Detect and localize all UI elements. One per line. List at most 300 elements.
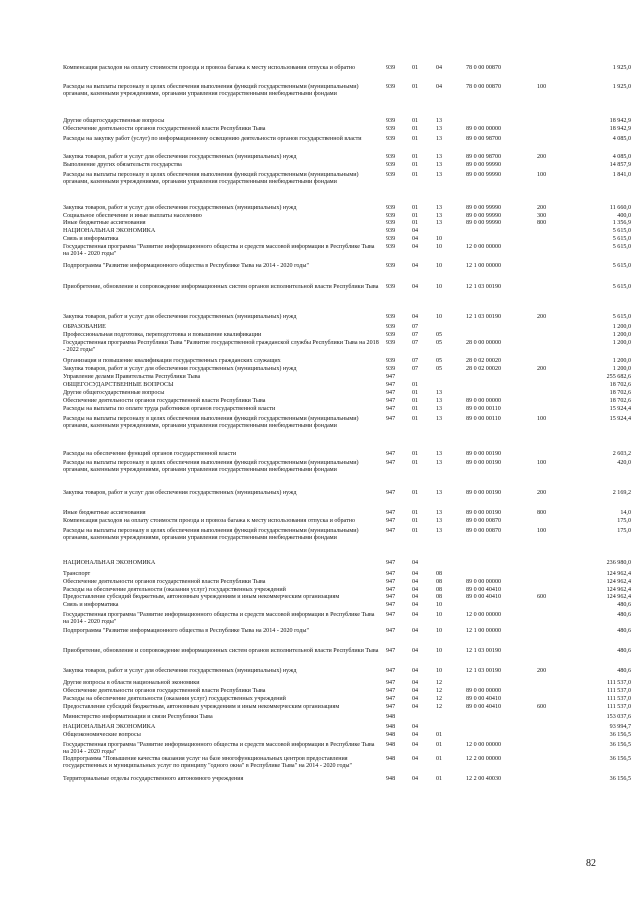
row-amount: 175,0: [617, 528, 631, 534]
row-ved-code: 947: [386, 490, 396, 496]
row-target-article: 89 0 00 40410: [466, 696, 502, 702]
row-section-code: 01: [412, 416, 419, 422]
row-target-article: 89 0 00 99990: [466, 172, 502, 178]
row-name: Другие общегосударственные вопросы: [63, 118, 165, 124]
row-name: Подпрограмма "Развитие информационного общества в Республике Тыва на 2014 - 2020 годы": [63, 263, 309, 269]
row-section-code: 07: [412, 340, 419, 346]
row-target-article: 89 0 00 00110: [466, 406, 501, 412]
row-name: Приобретение, обновление и сопровождение информационных систем органов исполнительной власти Республики Тыва: [63, 284, 379, 290]
row-expense-type: 200: [537, 366, 547, 372]
row-ved-code: 947: [386, 571, 396, 577]
row-amount: 1 356,9: [612, 220, 631, 226]
row-target-article: 89 0 00 00110: [466, 416, 501, 422]
row-target-article: 12 2 00 40030: [466, 776, 502, 782]
row-amount: 5 615,0: [612, 244, 631, 250]
row-ved-code: 939: [386, 340, 396, 346]
row-section-code: 01: [412, 390, 419, 396]
row-subsection-code: 05: [436, 366, 443, 372]
row-amount: 36 156,5: [609, 742, 631, 748]
row-subsection-code: 13: [436, 118, 443, 124]
row-amount: 18 702,6: [609, 398, 631, 404]
row-amount: 1 200,0: [612, 324, 631, 330]
row-subsection-code: 13: [436, 490, 443, 496]
row-section-code: 01: [412, 205, 419, 211]
row-target-article: 89 0 00 00000: [466, 579, 502, 585]
row-target-article: 12 2 00 00000: [466, 756, 502, 762]
row-target-article: 12 0 00 00000: [466, 742, 502, 748]
row-subsection-code: 12: [436, 704, 443, 710]
row-subsection-code: 10: [436, 263, 443, 269]
row-ved-code: 947: [386, 648, 396, 654]
row-subsection-code: 13: [436, 220, 443, 226]
row-ved-code: 947: [386, 668, 396, 674]
row-ved-code: 947: [386, 594, 396, 600]
row-ved-code: 947: [386, 688, 396, 694]
row-subsection-code: 13: [436, 172, 443, 178]
row-subsection-code: 13: [436, 510, 443, 516]
row-amount: 480,6: [617, 628, 631, 634]
row-target-article: 28 0 02 00020: [466, 366, 502, 372]
row-target-article: 89 0 00 00870: [466, 528, 502, 534]
row-name: Обеспечение деятельности органов государственной власти Республики Тыва: [63, 579, 266, 585]
row-ved-code: 939: [386, 314, 396, 320]
row-section-code: 01: [412, 451, 419, 457]
row-subsection-code: 13: [436, 154, 443, 160]
row-target-article: 78 0 00 00870: [466, 65, 502, 71]
row-target-article: 89 0 00 40410: [466, 594, 502, 600]
row-section-code: 04: [412, 680, 419, 686]
row-subsection-code: 04: [436, 65, 443, 71]
row-amount: 111 537,0: [607, 704, 631, 710]
row-target-article: 89 0 00 00870: [466, 518, 502, 524]
row-name: ОБЩЕГОСУДАРСТВЕННЫЕ ВОПРОСЫ: [63, 382, 174, 388]
row-name: Профессиональная подготовка, переподготовка и повышение квалификации: [63, 332, 262, 338]
row-amount: 111 537,0: [607, 680, 631, 686]
row-amount: 400,0: [617, 213, 631, 219]
row-expense-type: 100: [537, 416, 547, 422]
row-section-code: 04: [412, 587, 419, 593]
row-section-code: 04: [412, 696, 419, 702]
row-section-code: 04: [412, 776, 419, 782]
row-target-article: 89 0 00 00190: [466, 451, 502, 457]
page-number: 82: [586, 858, 596, 869]
row-amount: 14,0: [620, 510, 631, 516]
row-name: Связь и информатика: [63, 236, 119, 242]
row-expense-type: 800: [537, 220, 547, 226]
row-section-code: 01: [412, 162, 419, 168]
row-expense-type: 100: [537, 528, 547, 534]
row-target-article: 89 0 00 99990: [466, 205, 502, 211]
row-target-article: 12 1 00 00000: [466, 628, 502, 634]
row-amount: 15 924,4: [609, 416, 631, 422]
row-amount: 11 660,0: [609, 205, 631, 211]
row-subsection-code: 13: [436, 416, 443, 422]
row-ved-code: 939: [386, 263, 396, 269]
row-amount: 2 603,2: [612, 451, 631, 457]
row-subsection-code: 13: [436, 205, 443, 211]
row-target-article: 28 0 02 00020: [466, 358, 502, 364]
row-amount: 111 537,0: [607, 696, 631, 702]
row-name: Расходы на обеспечение функций органов государственной власти: [63, 451, 237, 457]
row-target-article: 89 0 00 00000: [466, 398, 502, 404]
row-name: ОБРАЗОВАНИЕ: [63, 324, 106, 330]
row-subsection-code: 05: [436, 340, 443, 346]
row-section-code: 01: [412, 518, 419, 524]
row-amount: 124 962,4: [606, 571, 631, 577]
row-name: Транспорт: [63, 571, 91, 577]
row-amount: 5 615,0: [612, 284, 631, 290]
row-name: Расходы на выплаты персоналу в целях обеспечения выполнения функций государственными (муниципальными) органами, казенными учреждениями, органами управления государственными внебюджетными фондами: [63, 416, 359, 430]
row-amount: 1 200,0: [612, 358, 631, 364]
row-amount: 93 994,7: [609, 724, 631, 730]
row-amount: 36 156,5: [609, 732, 631, 738]
row-ved-code: 939: [386, 154, 396, 160]
row-name: Иные бюджетные ассигнования: [63, 510, 146, 516]
row-subsection-code: 01: [436, 776, 443, 782]
row-section-code: 07: [412, 358, 419, 364]
row-name: Подпрограмма "Повышение качества оказания услуг на базе многофункциональных центров предоставления государственных и муниципальных услуг по принципу "одного окна" в Республике Тыва" на 2014 - 2020 годы": [63, 756, 353, 770]
row-target-article: 89 0 00 98700: [466, 154, 502, 160]
row-subsection-code: 13: [436, 136, 443, 142]
row-ved-code: 947: [386, 518, 396, 524]
row-section-code: 04: [412, 244, 419, 250]
row-ved-code: 947: [386, 560, 396, 566]
row-name: Закупка товаров, работ и услуг для обеспечения государственных (муниципальных) нужд: [63, 490, 297, 496]
row-section-code: 04: [412, 284, 419, 290]
row-section-code: 04: [412, 742, 419, 748]
row-amount: 36 156,5: [609, 776, 631, 782]
row-target-article: 89 0 00 00190: [466, 460, 502, 466]
row-amount: 18 702,6: [609, 382, 631, 388]
row-subsection-code: 01: [436, 742, 443, 748]
row-ved-code: 939: [386, 172, 396, 178]
row-ved-code: 939: [386, 118, 396, 124]
row-section-code: 04: [412, 688, 419, 694]
row-amount: 5 615,0: [612, 236, 631, 242]
row-ved-code: 947: [386, 451, 396, 457]
row-ved-code: 939: [386, 358, 396, 364]
row-subsection-code: 01: [436, 756, 443, 762]
row-amount: 14 857,9: [609, 162, 631, 168]
row-ved-code: 947: [386, 406, 396, 412]
row-name: Обеспечение деятельности органов государственной власти Республики Тыва: [63, 126, 266, 132]
row-expense-type: 800: [537, 510, 547, 516]
row-name: Другие вопросы в области национальной экономики: [63, 680, 200, 686]
row-ved-code: 948: [386, 756, 396, 762]
row-amount: 255 682,6: [606, 374, 631, 380]
row-amount: 15 924,4: [609, 406, 631, 412]
row-section-code: 04: [412, 704, 419, 710]
row-name: Компенсация расходов на оплату стоимости проезда и провоза багажа к месту использования отпуска и обратно: [63, 518, 356, 524]
row-ved-code: 939: [386, 324, 396, 330]
row-ved-code: 947: [386, 602, 396, 608]
row-name: Организация и повышение квалификации государственных гражданских служащих: [63, 358, 281, 364]
row-name: Связь и информатика: [63, 602, 119, 608]
row-expense-type: 200: [537, 668, 547, 674]
row-amount: 1 200,0: [612, 340, 631, 346]
row-section-code: 04: [412, 668, 419, 674]
row-subsection-code: 08: [436, 571, 443, 577]
row-subsection-code: 01: [436, 732, 443, 738]
row-amount: 175,0: [617, 518, 631, 524]
row-section-code: 04: [412, 602, 419, 608]
row-section-code: 04: [412, 579, 419, 585]
row-ved-code: 947: [386, 416, 396, 422]
row-target-article: 89 0 00 99990: [466, 220, 502, 226]
row-ved-code: 947: [386, 528, 396, 534]
row-name: Расходы на обеспечение деятельности (оказания услуг) государственных учреждений: [63, 696, 286, 702]
row-amount: 1 925,0: [612, 65, 631, 71]
row-name: Расходы на выплаты персоналу в целях обеспечения выполнения функций государственными (муниципальными) органами, казенными учреждениями, органами управления государственными внебюджетными фондами: [63, 528, 359, 542]
row-subsection-code: 08: [436, 579, 443, 585]
row-subsection-code: 08: [436, 587, 443, 593]
row-name: Государственная программа Республики Тыва "Развитие государственной гражданской службы Республики Тыва на 2018 - 2022 годы": [63, 340, 379, 354]
row-subsection-code: 10: [436, 668, 443, 674]
row-section-code: 01: [412, 220, 419, 226]
row-subsection-code: 12: [436, 680, 443, 686]
row-amount: 18 702,6: [609, 390, 631, 396]
row-expense-type: 600: [537, 704, 547, 710]
row-subsection-code: 10: [436, 236, 443, 242]
row-amount: 124 962,4: [606, 579, 631, 585]
row-ved-code: 948: [386, 714, 396, 720]
row-target-article: 12 1 00 00000: [466, 263, 502, 269]
row-subsection-code: 13: [436, 406, 443, 412]
row-expense-type: 100: [537, 460, 547, 466]
row-ved-code: 939: [386, 65, 396, 71]
row-subsection-code: 05: [436, 332, 443, 338]
row-target-article: 28 0 00 00000: [466, 340, 502, 346]
row-name: Закупка товаров, работ и услуг для обеспечения государственных (муниципальных) нужд: [63, 314, 297, 320]
row-subsection-code: 13: [436, 451, 443, 457]
row-name: Закупка товаров, работ и услуг для обеспечения государственных (муниципальных) нужд: [63, 154, 297, 160]
row-section-code: 07: [412, 324, 419, 330]
row-amount: 1 200,0: [612, 366, 631, 372]
row-ved-code: 948: [386, 742, 396, 748]
row-subsection-code: 12: [436, 688, 443, 694]
row-section-code: 01: [412, 172, 419, 178]
row-subsection-code: 13: [436, 162, 443, 168]
row-name: Обеспечение деятельности органов государственной власти Республики Тыва: [63, 688, 266, 694]
row-section-code: 04: [412, 756, 419, 762]
row-target-article: 89 0 00 00000: [466, 688, 502, 694]
row-section-code: 01: [412, 382, 419, 388]
row-ved-code: 939: [386, 332, 396, 338]
row-section-code: 01: [412, 213, 419, 219]
row-target-article: 89 0 00 40410: [466, 704, 502, 710]
row-target-article: 89 0 00 99990: [466, 213, 502, 219]
row-subsection-code: 13: [436, 518, 443, 524]
row-target-article: 12 1 03 00190: [466, 648, 502, 654]
row-section-code: 01: [412, 65, 419, 71]
row-ved-code: 947: [386, 460, 396, 466]
row-name: Государственная программа "Развитие информационного общества и средств массовой информации в Республике Тыва на 2014 - 2020 годы": [63, 742, 375, 756]
row-amount: 4 085,0: [612, 154, 631, 160]
row-name: Территориальные отделы государственного автономного учреждения: [63, 776, 244, 782]
row-ved-code: 939: [386, 244, 396, 250]
row-ved-code: 948: [386, 724, 396, 730]
row-ved-code: 947: [386, 374, 396, 380]
row-subsection-code: 10: [436, 284, 443, 290]
row-target-article: 89 0 00 99990: [466, 162, 502, 168]
row-subsection-code: 10: [436, 314, 443, 320]
row-name: Обеспечение деятельности органов государственной власти Республики Тыва: [63, 398, 266, 404]
row-ved-code: 939: [386, 162, 396, 168]
row-ved-code: 947: [386, 579, 396, 585]
row-subsection-code: 13: [436, 528, 443, 534]
row-amount: 420,0: [617, 460, 631, 466]
row-ved-code: 947: [386, 612, 396, 618]
row-subsection-code: 13: [436, 126, 443, 132]
row-ved-code: 939: [386, 205, 396, 211]
row-amount: 18 942,9: [609, 118, 631, 124]
row-ved-code: 947: [386, 510, 396, 516]
row-name: Общеэкономические вопросы: [63, 732, 141, 738]
row-amount: 480,6: [617, 648, 631, 654]
row-ved-code: 947: [386, 390, 396, 396]
row-name: НАЦИОНАЛЬНАЯ ЭКОНОМИКА: [63, 724, 156, 730]
row-expense-type: 200: [537, 154, 547, 160]
row-target-article: 12 0 00 00000: [466, 244, 502, 250]
row-target-article: 89 0 00 00190: [466, 490, 502, 496]
row-name: Другие общегосударственные вопросы: [63, 390, 165, 396]
row-target-article: 89 0 00 40410: [466, 587, 502, 593]
row-name: Государственная программа "Развитие информационного общества и средств массовой информации в Республике Тыва на 2014 - 2020 годы": [63, 244, 375, 258]
row-ved-code: 939: [386, 366, 396, 372]
row-amount: 480,6: [617, 612, 631, 618]
row-target-article: 12 1 03 00190: [466, 284, 502, 290]
row-target-article: 89 0 00 00190: [466, 510, 502, 516]
row-expense-type: 300: [537, 213, 547, 219]
row-ved-code: 939: [386, 84, 396, 90]
row-target-article: 12 1 03 00190: [466, 668, 502, 674]
row-name: Закупка товаров, работ и услуг для обеспечения государственных (муниципальных) нужд: [63, 668, 297, 674]
row-amount: 1 200,0: [612, 332, 631, 338]
row-subsection-code: 10: [436, 628, 443, 634]
row-amount: 153 037,6: [606, 714, 631, 720]
row-amount: 236 980,0: [606, 560, 631, 566]
row-name: Управление делами Правительства Республики Тыва: [63, 374, 201, 380]
row-target-article: 12 0 00 00000: [466, 612, 502, 618]
row-section-code: 01: [412, 510, 419, 516]
row-subsection-code: 10: [436, 648, 443, 654]
row-subsection-code: 13: [436, 398, 443, 404]
row-amount: 5 615,0: [612, 314, 631, 320]
row-name: Расходы на выплаты по оплате труда работников органов государственной власти: [63, 406, 276, 412]
row-ved-code: 939: [386, 228, 396, 234]
row-expense-type: 100: [537, 84, 547, 90]
row-ved-code: 947: [386, 382, 396, 388]
row-section-code: 04: [412, 628, 419, 634]
row-section-code: 01: [412, 460, 419, 466]
row-expense-type: 200: [537, 490, 547, 496]
row-section-code: 04: [412, 732, 419, 738]
row-ved-code: 947: [386, 628, 396, 634]
row-name: Компенсация расходов на оплату стоимости проезда и провоза багажа к месту использования отпуска и обратно: [63, 65, 356, 71]
row-ved-code: 939: [386, 236, 396, 242]
row-section-code: 01: [412, 118, 419, 124]
row-name: Социальное обеспечение и иные выплаты населению: [63, 213, 202, 219]
row-ved-code: 947: [386, 680, 396, 686]
row-section-code: 01: [412, 398, 419, 404]
row-name: Иные бюджетные ассигнования: [63, 220, 146, 226]
row-name: Расходы на выплаты персоналу в целях обеспечения выполнения функций государственными (муниципальными) органами, казенными учреждениями, органами управления государственными внебюджетными фондами: [63, 460, 359, 474]
row-section-code: 04: [412, 594, 419, 600]
row-section-code: 01: [412, 528, 419, 534]
row-subsection-code: 10: [436, 602, 443, 608]
row-section-code: 04: [412, 648, 419, 654]
row-ved-code: 939: [386, 136, 396, 142]
row-ved-code: 947: [386, 696, 396, 702]
row-amount: 1 925,0: [612, 84, 631, 90]
row-target-article: 89 0 00 00000: [466, 126, 502, 132]
row-name: Расходы на выплаты персоналу в целях обеспечения выполнения функций государственными (муниципальными) органами, казенными учреждениями, органами управления государственными внебюджетными фондами: [63, 84, 359, 98]
row-subsection-code: 05: [436, 358, 443, 364]
row-name: Расходы на обеспечение деятельности (оказания услуг) государственных учреждений: [63, 587, 286, 593]
row-ved-code: 939: [386, 284, 396, 290]
row-amount: 4 085,0: [612, 136, 631, 142]
row-name: Министерство информатизации и связи Республики Тыва: [63, 714, 213, 720]
row-target-article: 78 0 00 00870: [466, 84, 502, 90]
row-section-code: 04: [412, 724, 419, 730]
row-section-code: 01: [412, 84, 419, 90]
row-ved-code: 948: [386, 732, 396, 738]
row-ved-code: 939: [386, 126, 396, 132]
row-amount: 5 615,0: [612, 228, 631, 234]
row-amount: 111 537,0: [607, 688, 631, 694]
row-amount: 480,6: [617, 602, 631, 608]
row-name: Государственная программа "Развитие информационного общества и средств массовой информации в Республике Тыва на 2014 - 2020 годы": [63, 612, 375, 626]
row-name: Расходы на закупку работ (услуг) по информационному освещению деятельности органов государственной власти: [63, 136, 362, 142]
row-name: Закупка товаров, работ и услуг для обеспечения государственных (муниципальных) нужд: [63, 366, 297, 372]
row-expense-type: 100: [537, 172, 547, 178]
row-section-code: 07: [412, 366, 419, 372]
row-amount: 124 962,4: [606, 587, 631, 593]
row-target-article: 89 0 00 98700: [466, 136, 502, 142]
row-ved-code: 939: [386, 213, 396, 219]
row-name: НАЦИОНАЛЬНАЯ ЭКОНОМИКА: [63, 228, 156, 234]
row-section-code: 04: [412, 571, 419, 577]
row-amount: 2 169,2: [612, 490, 631, 496]
row-ved-code: 947: [386, 704, 396, 710]
row-section-code: 04: [412, 612, 419, 618]
row-amount: 1 841,0: [612, 172, 631, 178]
row-ved-code: 947: [386, 587, 396, 593]
row-target-article: 12 1 03 00190: [466, 314, 502, 320]
row-subsection-code: 12: [436, 696, 443, 702]
row-ved-code: 947: [386, 398, 396, 404]
row-expense-type: 600: [537, 594, 547, 600]
row-section-code: 01: [412, 406, 419, 412]
row-section-code: 01: [412, 126, 419, 132]
row-section-code: 04: [412, 314, 419, 320]
row-amount: 480,6: [617, 668, 631, 674]
row-expense-type: 200: [537, 205, 547, 211]
row-section-code: 01: [412, 154, 419, 160]
row-section-code: 04: [412, 560, 419, 566]
row-section-code: 04: [412, 236, 419, 242]
row-section-code: 01: [412, 490, 419, 496]
row-name: Приобретение, обновление и сопровождение информационных систем органов исполнительной власти Республики Тыва: [63, 648, 379, 654]
row-subsection-code: 04: [436, 84, 443, 90]
row-name: Предоставление субсидий бюджетным, автономным учреждениям и иным некоммерческим организациям: [63, 704, 340, 710]
row-expense-type: 200: [537, 314, 547, 320]
row-name: НАЦИОНАЛЬНАЯ ЭКОНОМИКА: [63, 560, 156, 566]
row-name: Закупка товаров, работ и услуг для обеспечения государственных (муниципальных) нужд: [63, 205, 297, 211]
row-amount: 18 942,9: [609, 126, 631, 132]
row-section-code: 07: [412, 332, 419, 338]
row-name: Предоставление субсидий бюджетным, автономным учреждениям и иным некоммерческим организациям: [63, 594, 340, 600]
